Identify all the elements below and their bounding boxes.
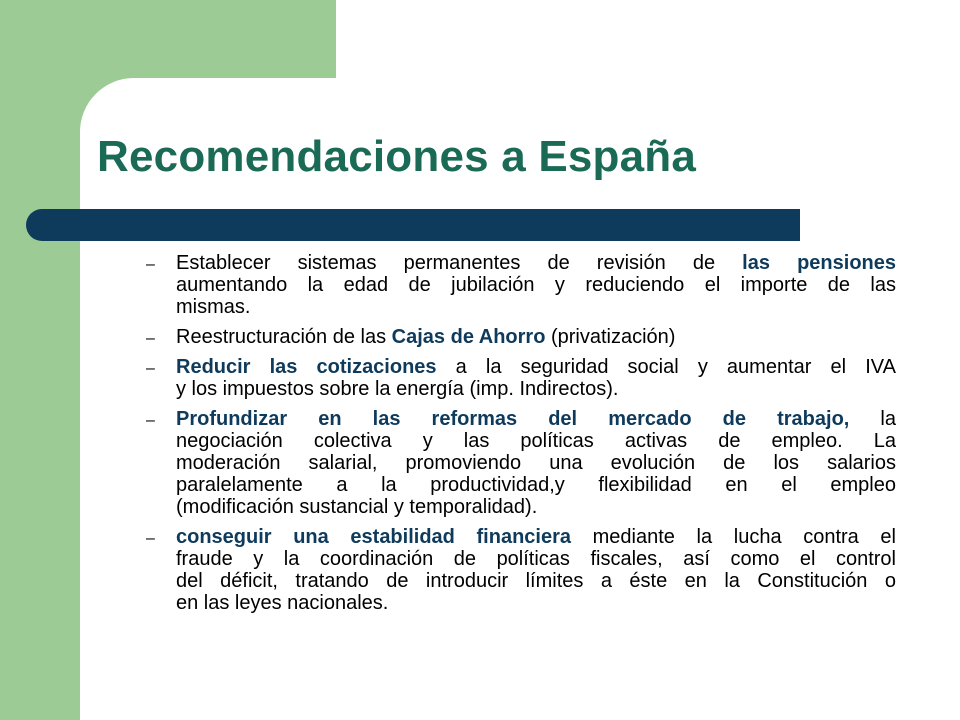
text-run: mismas. [176, 296, 251, 318]
bullet-text [176, 408, 896, 518]
text-run: y los impuestos sobre la energía (imp. Indirectos). [176, 378, 619, 400]
bullet-dash-icon: – [146, 256, 155, 273]
bullet-dash-icon: – [146, 412, 155, 429]
bullet-text [176, 526, 896, 614]
text-run: mediante la lucha contra el [571, 526, 896, 548]
bullet-line [176, 548, 896, 570]
bullet-line [176, 326, 896, 348]
bullet-line [176, 378, 896, 400]
bullet-item [146, 252, 896, 318]
text-run: Establecer sistemas permanentes de revisión de [176, 252, 743, 274]
text-run: negociación colectiva y las políticas activas de empleo. La [176, 430, 896, 452]
bullet-item [146, 356, 896, 400]
bullet-line [176, 296, 896, 318]
bold-phrase: conseguir una estabilidad financiera [176, 526, 571, 548]
bullet-dash-icon: – [146, 530, 155, 547]
bullet-item [146, 526, 896, 614]
text-run: en las leyes nacionales. [176, 592, 389, 614]
bold-phrase: las pensiones [742, 252, 896, 274]
text-run: a la seguridad social y aumentar el IVA [436, 356, 896, 378]
text-run: Reestructuración de las [176, 326, 392, 348]
text-run: (modificación sustancial y temporalidad). [176, 496, 538, 518]
text-run: fraude y la coordinación de políticas fiscales, así como el control [176, 548, 896, 570]
bullet-line [176, 430, 896, 452]
bold-phrase: Cajas de Ahorro [391, 326, 546, 348]
bold-phrase: Profundizar en las reformas del mercado de trabajo, [176, 408, 850, 430]
bullet-line [176, 526, 896, 548]
bullet-line [176, 474, 896, 496]
text-run: paralelamente a la productividad,y flexibilidad en el empleo [176, 474, 896, 496]
bullet-line [176, 570, 896, 592]
bullet-text [176, 326, 896, 348]
bullet-line [176, 252, 896, 274]
bullet-text [176, 252, 896, 318]
text-run: la [849, 408, 897, 430]
bullet-line [176, 408, 896, 430]
text-run: aumentando la edad de jubilación y reduciendo el importe de las [176, 274, 896, 296]
bullet-dash-icon: – [146, 360, 155, 377]
text-run: (privatización) [545, 326, 676, 348]
bullet-dash-icon: – [146, 330, 155, 347]
bullet-text [176, 356, 896, 400]
slide-title: Recomendaciones a España [97, 132, 697, 181]
bullet-line [176, 592, 896, 614]
bullet-item [146, 408, 896, 518]
bullet-line [176, 274, 896, 296]
bullet-line [176, 452, 896, 474]
bullet-line [176, 356, 896, 378]
title-divider-bar [26, 209, 800, 241]
bullet-line [176, 496, 896, 518]
bullet-item [146, 326, 896, 348]
text-run: moderación salarial, promoviendo una evolución de los salarios [176, 452, 896, 474]
text-run: del déficit, tratando de introducir límites a éste en la Constitución o [176, 570, 896, 592]
bullet-list [146, 252, 896, 622]
bold-phrase: Reducir las cotizaciones [176, 356, 437, 378]
